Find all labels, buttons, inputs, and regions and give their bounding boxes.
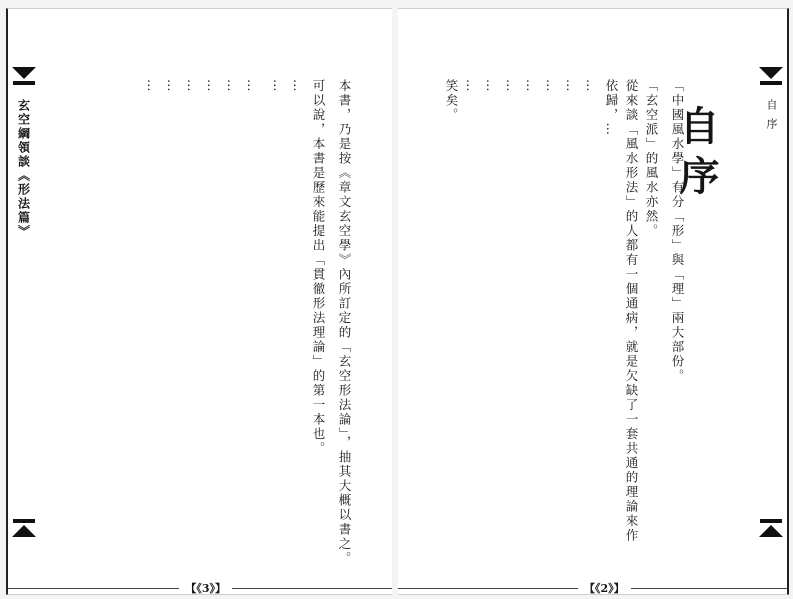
paragraph: … [225, 79, 240, 94]
page-number: 【《2》】 [584, 582, 625, 595]
header-rule [760, 81, 782, 85]
left-page [6, 8, 392, 595]
paragraph: 笑矣。 [444, 79, 459, 123]
paragraph: … [484, 79, 499, 94]
corner-ornament-top [12, 67, 36, 79]
footer-rule [760, 519, 782, 523]
paragraph: … [544, 79, 559, 94]
corner-ornament-bottom [759, 525, 783, 537]
left-page-footer [8, 580, 392, 596]
paragraph: … [504, 79, 519, 94]
paragraph: 可以說，本書是歷來能提出「貫徹形法理論」的第一本也。 [311, 79, 326, 456]
paragraph: 「玄空派」的風水亦然。 [644, 79, 659, 239]
right-page [398, 8, 789, 595]
paragraph: … [291, 79, 306, 94]
right-body-text [441, 79, 687, 549]
header-rule [13, 81, 35, 85]
book-title: 玄空綱領談《形法篇》 [16, 99, 31, 239]
paragraph: … [145, 79, 160, 94]
corner-ornament-bottom [12, 525, 36, 537]
paragraph: 本書，乃是按《章文玄空學》內所訂定的「玄空形法論」，抽其大概以書之。 [337, 79, 352, 566]
footer-line [631, 588, 787, 589]
corner-ornament-top [759, 67, 783, 79]
page-number: 【《3》】 [185, 582, 226, 595]
right-page-footer [398, 580, 787, 596]
paragraph: … [205, 79, 220, 94]
paragraph: 「中國風水學」有分「形」與「理」兩大部份。 [670, 79, 685, 384]
paragraph: 從來談「風水形法」的人都有一個通病，就是欠缺了一套共通的理論來作依歸，… [604, 79, 639, 543]
paragraph: … [271, 79, 286, 94]
paragraph: … [165, 79, 180, 94]
footer-line [398, 588, 578, 589]
paragraph: … [185, 79, 200, 94]
preface-title: 自序 [673, 105, 720, 205]
paragraph: … [245, 79, 260, 94]
footer-line [232, 588, 392, 589]
paragraph: … [524, 79, 539, 94]
paragraph: … [584, 79, 599, 94]
section-header-strip [759, 67, 783, 537]
footer-rule [13, 519, 35, 523]
paragraph: … [464, 79, 479, 94]
section-header: 自序 [765, 99, 778, 137]
paragraph: … [564, 79, 579, 94]
left-body-text [142, 79, 354, 579]
footer-line [8, 588, 179, 589]
book-title-strip [12, 67, 36, 537]
